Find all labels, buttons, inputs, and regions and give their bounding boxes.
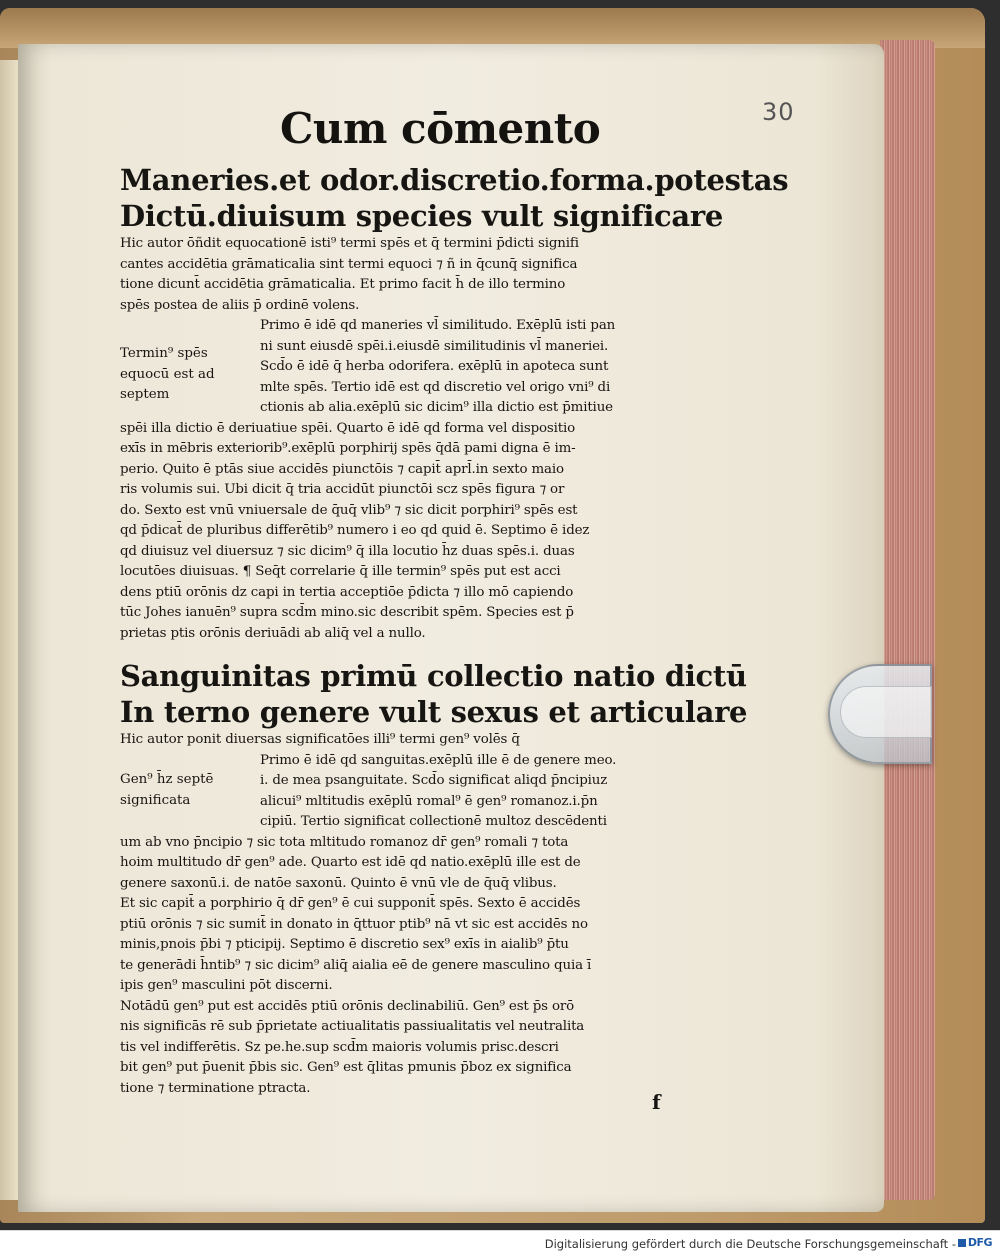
digitization-footer: [0, 1230, 1000, 1258]
gloss-line: bit gen⁹ put p̄uenit p̄bis sic. Gen⁹ est q̄litas pmunis p̄boz ex significa: [120, 1060, 572, 1075]
footer-credit: Digitalisierung gefördert durch die Deutsche Forschungsgemeinschaft -: [544, 1237, 956, 1251]
gloss-line: nis significās rē sub p̄prietate actiualitatis passiualitatis vel neutralita: [120, 1019, 585, 1034]
gloss-line: spēs postea de aliis p̄ ordinē volens.: [120, 297, 360, 313]
gloss-line: Notādū gen⁹ put est accidēs ptiū orōnis declinabiliū. Gen⁹ est p̄s orō: [120, 998, 575, 1014]
gloss-line: i. de mea psanguitate. Scd̄o significat aliqd p̄ncipiuz: [260, 773, 608, 788]
side-note-line: equocū est ad: [120, 366, 215, 382]
gloss-line: hoim multitudo dr̄ gen⁹ ade. Quarto est idē qd natio.exēplū ille est de: [120, 855, 581, 870]
gloss-line: qd diuisuz vel diuersuz ⁊ sic dicim⁹ q̄ illa locutio h̄z duas spēs.i. duas: [120, 543, 575, 559]
gloss-line: ctionis ab alia.exēplū sic dicim⁹ illa dictio est p̄mitiue: [260, 400, 613, 415]
gloss-line: exīs in mēbris exteriorib⁹.exēplū porphirij spēs q̄dā pami digna ē im-: [120, 441, 576, 456]
gloss-line: tis vel indifferētis. Sz pe.he.sup scd̄m maioris volumis prisc.descri: [120, 1039, 559, 1055]
verse-line: Sanguinitas primū collectio natio dictū: [120, 659, 747, 693]
signature-mark: f: [652, 1090, 661, 1114]
gloss-line: Scd̄o ē idē q̄ herba odorifera. exēplū in apoteca sunt: [260, 359, 609, 374]
gloss-line: mlte spēs. Tertio idē est qd discretio vel origo vni⁹ di: [260, 379, 611, 395]
gloss-line: ris volumis sui. Ubi dicit q̄ tria accidūt piunctōi scz spēs figura ⁊ or: [120, 482, 565, 497]
gloss-line: qd p̄dicat̄ de pluribus differētib⁹ numero i eo qd quid ē. Septimo ē idez: [120, 523, 590, 538]
side-note-line: significata: [120, 792, 191, 808]
gloss-line: ipis gen⁹ masculini pōt discerni.: [120, 978, 333, 993]
gloss-line: Hic autor ponit diuersas significatōes illi⁹ termi gen⁹ volēs q̄: [120, 732, 520, 747]
folio-number: 30: [762, 98, 795, 126]
gloss-line: tione ⁊ terminatione ptracta.: [120, 1080, 311, 1096]
gloss-line: prietas ptis orōnis deriuādi ab aliq̄ vel a nullo.: [120, 625, 426, 641]
gloss-line: um ab vno p̄ncipio ⁊ sic tota mltitudo romanoz dr̄ gen⁹ romali ⁊ tota: [120, 834, 569, 850]
dfg-logo: [958, 1236, 992, 1249]
gloss-line: tūc Johes ianuēn⁹ supra scd̄m mino.sic describit spēm. Species est p̄: [120, 605, 574, 620]
dfg-logo-text: DFG: [967, 1236, 992, 1249]
page-edges: [880, 40, 935, 1200]
gloss-line: perio. Quito ē ptās siue accidēs piunctōis ⁊ capit̄ aprl̄.in sexto maio: [120, 461, 564, 477]
verse-line: In terno genere vult sexus et articulare: [120, 695, 748, 729]
gloss-line: spēi illa dictio ē deriuatiue spēi. Quarto ē idē qd forma vel dispositio: [120, 420, 576, 436]
side-note-termin-spes: [120, 344, 215, 406]
side-note-line: Gen⁹ h̄z septē: [120, 772, 214, 787]
gloss-line: alicui⁹ mltitudis exēplū romal⁹ ē gen⁹ romanoz.i.p̄n: [260, 793, 598, 809]
gloss-line: tione dicunt̄ accidētia grāmaticalia. Et primo facit h̄ de illo termino: [120, 277, 566, 292]
gloss-line: dens ptiū orōnis dz capi in tertia acceptiōe p̄dicta ⁊ illo mō capiendo: [120, 584, 574, 600]
gloss-line: Primo ē idē qd sanguitas.exēplū ille ē de genere meo.: [260, 752, 617, 768]
gloss-line: genere saxonū.i. de natōe saxonū. Quinto ē vnū vle de q̄uq̄ vlibus.: [120, 875, 557, 891]
gloss-line: cantes accidētia grāmaticalia sint termi equoci ⁊ ñ in q̄cunq̄ significa: [120, 256, 578, 272]
gloss-line: Primo ē idē qd maneries vl̄ similitudo. Exēplū isti pan: [260, 318, 616, 333]
running-heading: Cum cōmento: [280, 104, 601, 153]
gloss-line: te generādi h̄ntib⁹ ⁊ sic dicim⁹ aliq̄ aialia eē de genere masculino quia ī: [120, 957, 592, 973]
gloss-line: minis,pnois p̄bi ⁊ pticipij. Septimo ē discretio sex⁹ exīs in aialib⁹ p̄tu: [120, 937, 569, 952]
gloss-line: ni sunt eiusdē spēi.i.eiusdē similitudinis vl̄ maneriei.: [260, 338, 609, 354]
gloss-line: locutōes diuisuas. ¶ Seq̄t correlarie q̄ ille termin⁹ spēs put est acci: [120, 564, 561, 579]
side-note-genus: [120, 770, 213, 811]
facing-page-edge: [0, 60, 18, 1200]
gloss-line: Hic autor ōñdit equocationē isti⁹ termi spēs et q̄ termini p̄dicti signifi: [120, 236, 579, 251]
side-note-line: septem: [120, 387, 170, 402]
verse-line: Dictū.diuisum species vult significare: [120, 199, 724, 233]
book-board-top: [0, 8, 985, 48]
verse-line: Maneries.et odor.discretio.forma.potestas: [120, 163, 789, 197]
gloss-line: cipiū. Tertio significat collectionē multoz descēdenti: [260, 814, 607, 829]
page-clip-inner: [840, 686, 932, 738]
main-text-block: [120, 162, 789, 1099]
side-note-line: Termin⁹ spēs: [120, 346, 208, 361]
gloss-line: ptiū orōnis ⁊ sic sumit̄ in donato in q̄ttuor ptib⁹ nā vt sic est accidēs no: [120, 916, 588, 932]
gloss-line: Et sic capit̄ a porphirio q̄ dr̄ gen⁹ ē cui supponit̄ spēs. Sexto ē accidēs: [120, 896, 581, 911]
dfg-logo-icon: [958, 1239, 966, 1247]
gloss-line: do. Sexto est vnū vniuersale de q̄uq̄ vlib⁹ ⁊ sic dicit porphiri⁹ spēs est: [120, 502, 578, 518]
